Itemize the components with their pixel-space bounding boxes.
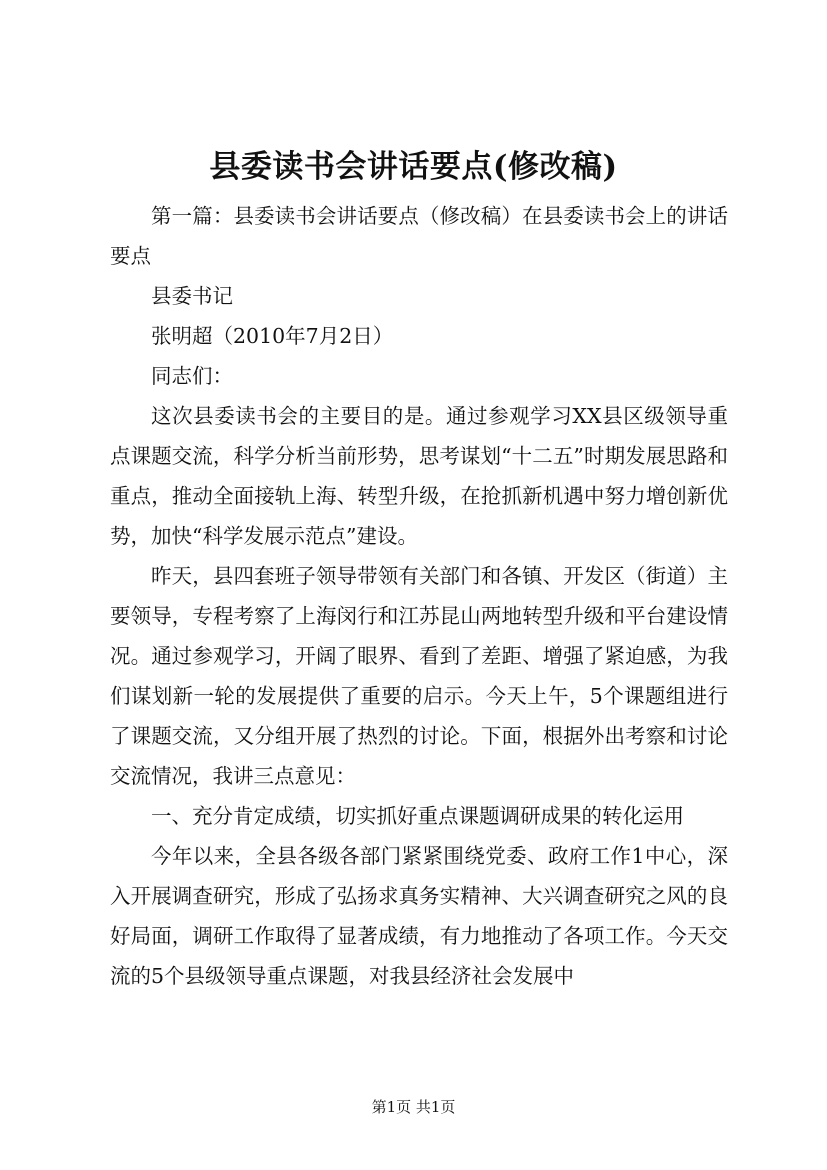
paragraph-heading: 第一篇：县委读书会讲话要点（修改稿）在县委读书会上的讲话要点 xyxy=(110,204,728,268)
document-body xyxy=(110,196,728,996)
paragraph-speaker-date: 张明超（2010年7月2日） xyxy=(151,324,394,348)
paragraph-achievements: 今年以来，全县各级各部门紧紧围绕党委、政府工作1中心，深入开展调查研究，形成了弘扬求真务实精神、大兴调查研究之风的良好局面，调研工作取得了显著成绩，有力地推动了各项工作。今天交流的5个县级领导重点课题，对我县经济社会发展中 xyxy=(110,844,728,988)
paragraph-speaker-title: 县委书记 xyxy=(151,284,233,308)
paragraph-salutation: 同志们： xyxy=(151,364,233,388)
document-title: 县委读书会讲话要点(修改稿) xyxy=(209,149,618,185)
paragraph-section-one: 一、充分肯定成绩，切实抓好重点课题调研成果的转化运用 xyxy=(151,804,684,828)
page-footer: 第1页 共1页 xyxy=(371,1098,456,1116)
paragraph-visit: 昨天，县四套班子领导带领有关部门和各镇、开发区（街道）主要领导，专程考察了上海闵行和江苏昆山两地转型升级和平台建设情况。通过参观学习，开阔了眼界、看到了差距、增强了紧迫感，为我们谋划新一轮的发展提供了重要的启示。今天上午，5个课题组进行了课题交流，又分组开展了热烈的讨论。下面，根据外出考察和讨论交流情况，我讲三点意见： xyxy=(110,564,728,788)
paragraph-purpose: 这次县委读书会的主要目的是。通过参观学习XX县区级领导重点课题交流，科学分析当前形势，思考谋划“十二五”时期发展思路和重点，推动全面接轨上海、转型升级，在抢抓新机遇中努力增创新优势，加快“科学发展示范点”建设。 xyxy=(110,404,728,548)
